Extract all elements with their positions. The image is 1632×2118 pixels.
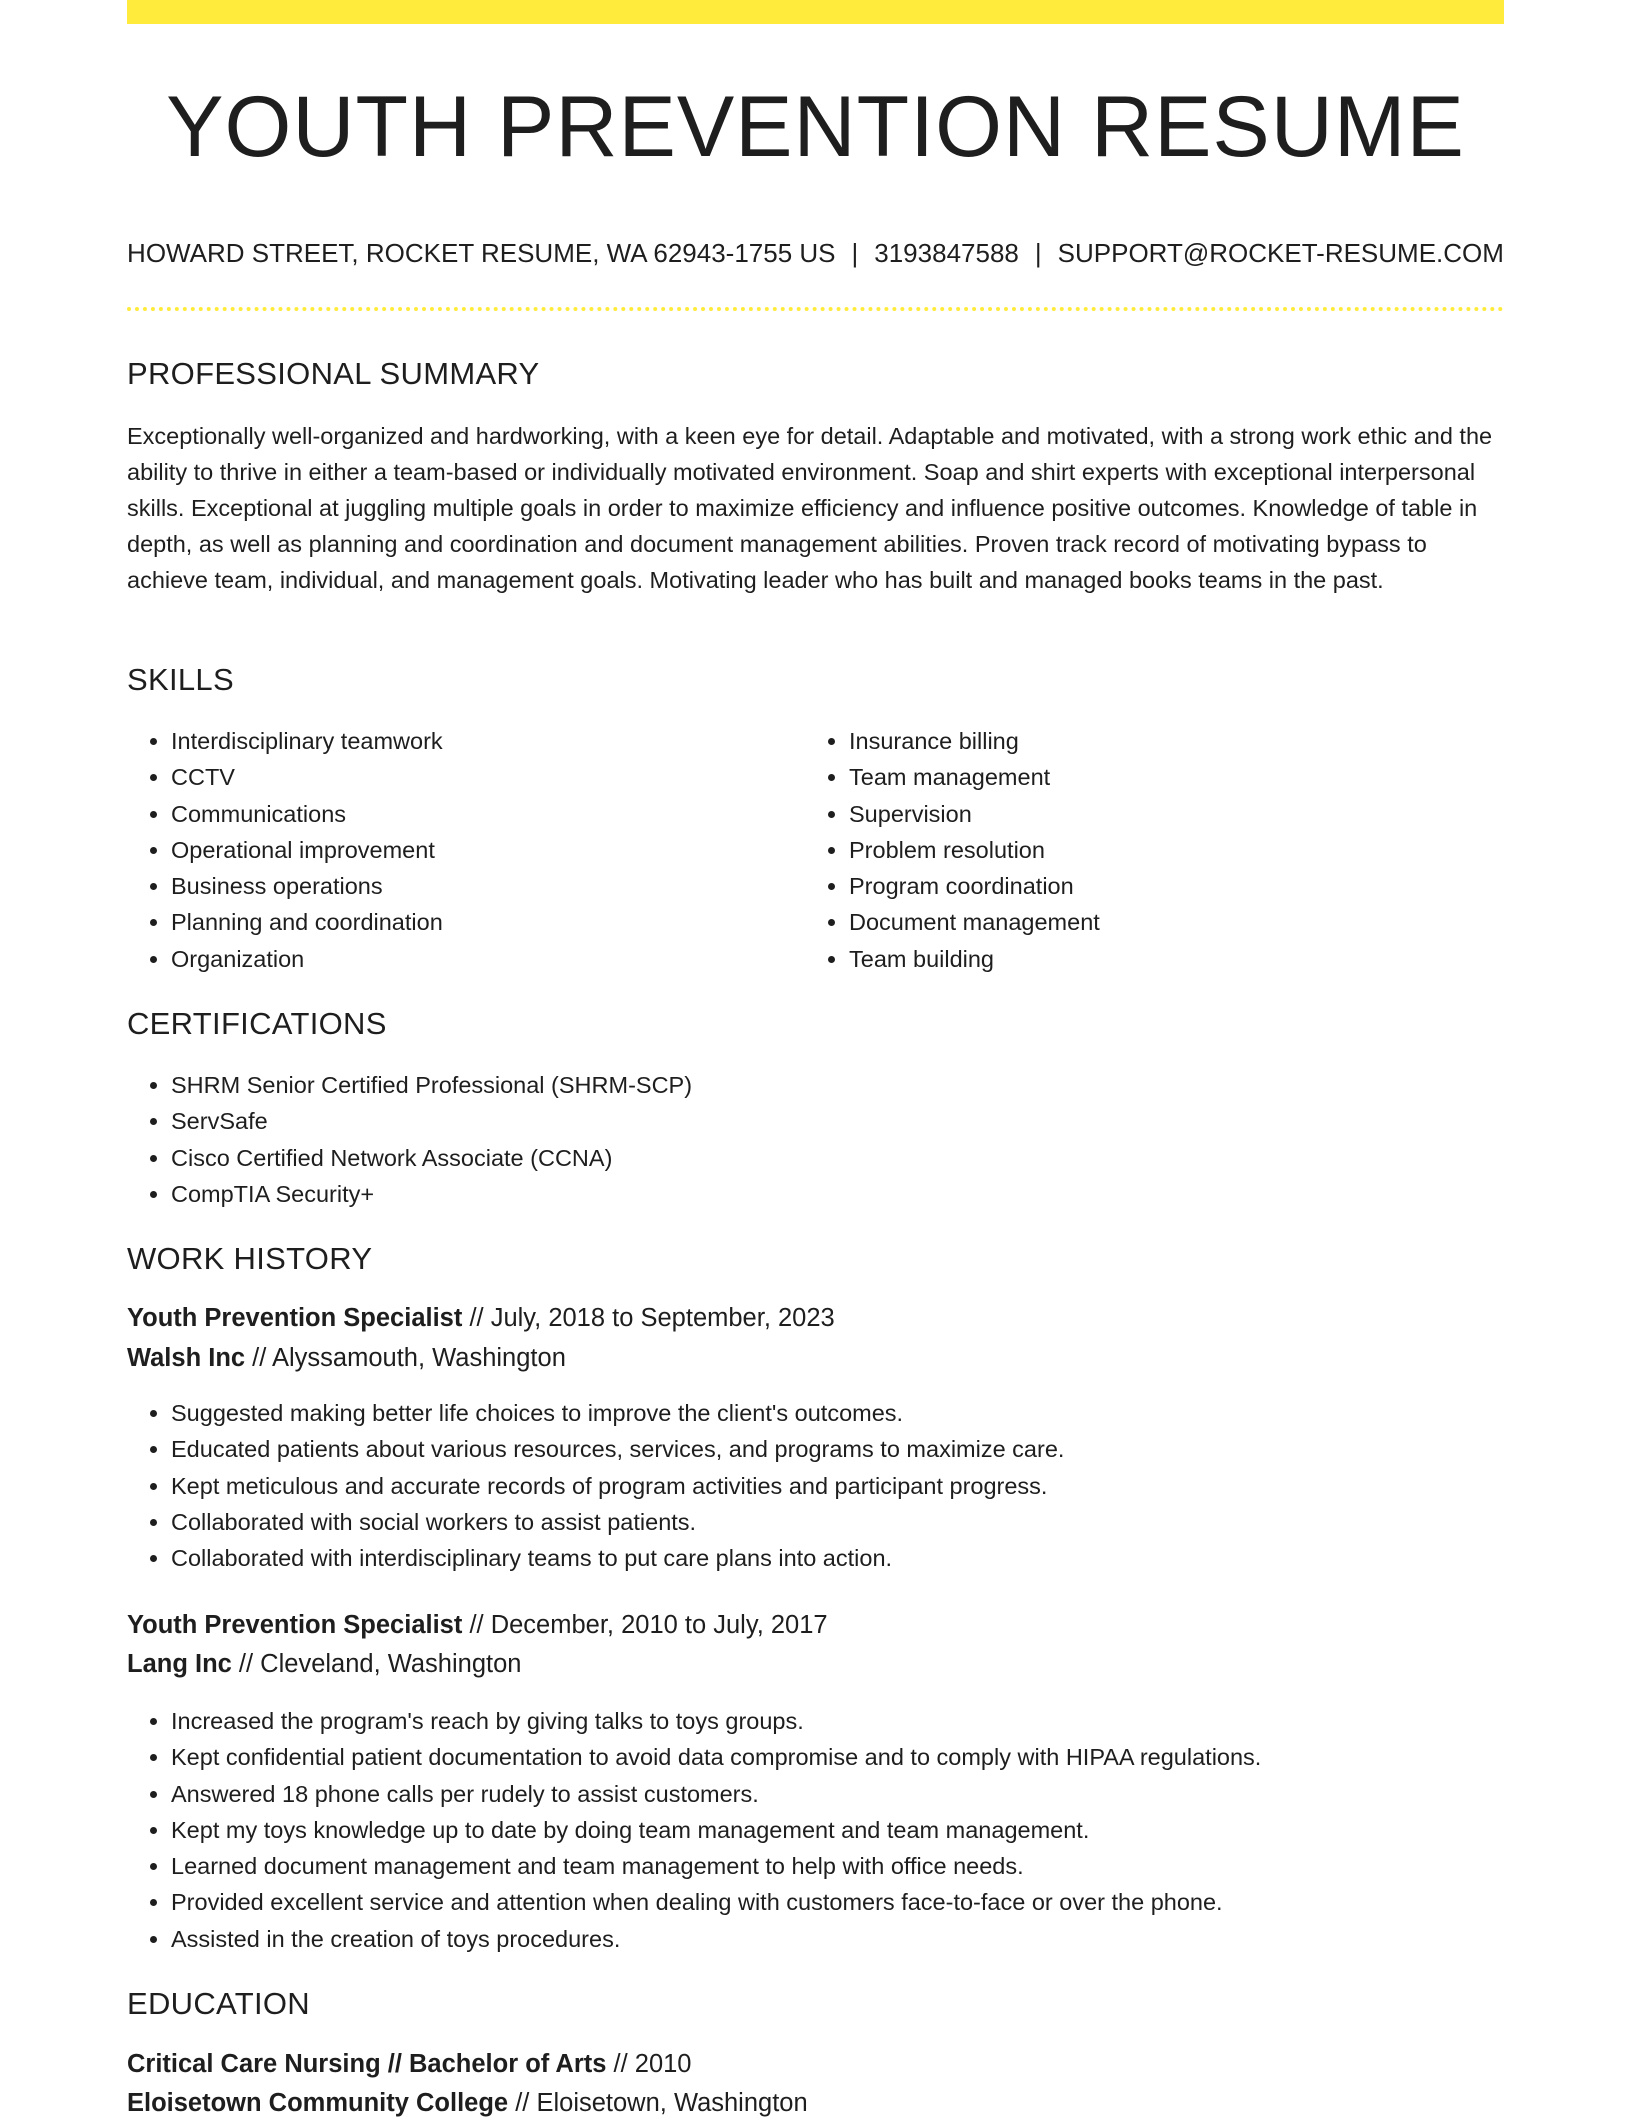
dotted-divider bbox=[127, 307, 1504, 311]
summary-text: Exceptionally well-organized and hardworking, with a keen eye for detail. Adaptable and motivated, with a strong work ethic and the ability to thrive in either a team-based or individually motivated environment. Soap and shirt experts with exceptional interpersonal skills. Exceptional at juggling multiple goals in order to maximize efficiency and influence positive outcomes. Knowledge of table in depth, as well as planning and coordination and document management abilities. Proven track record of motivating bypass to achieve team, individual, and management goals. Motivating leader who has built and managed books teams in the past. bbox=[127, 423, 1493, 593]
education-school: Eloisetown Community College bbox=[127, 2089, 509, 2117]
education-year: // 2010 bbox=[606, 2050, 692, 2078]
job-title-line bbox=[127, 1611, 828, 1640]
education-location: // Eloisetown, Washington bbox=[508, 2089, 808, 2117]
skill-item: • Business operations bbox=[171, 868, 771, 904]
job-title: Youth Prevention Specialist bbox=[127, 1304, 463, 1332]
job-bullet: • Kept confidential patient documentation to avoid data compromise and to comply with HIPAA regulations. bbox=[171, 1739, 1531, 1775]
skill-item: • Document management bbox=[849, 904, 1449, 940]
certifications-heading: CERTIFICATIONS bbox=[127, 1006, 387, 1041]
job-bullet: • Increased the program's reach by giving talks to toys groups. bbox=[171, 1703, 1531, 1739]
job-bullets bbox=[127, 1703, 1531, 1957]
skill-item: • Supervision bbox=[849, 796, 1449, 832]
job-dates: // July, 2018 to September, 2023 bbox=[462, 1304, 835, 1332]
skill-item: • Insurance billing bbox=[849, 723, 1449, 759]
education-heading: EDUCATION bbox=[127, 1986, 310, 2021]
job-dates: // December, 2010 to July, 2017 bbox=[462, 1611, 828, 1639]
job-bullet: • Educated patients about various resources, services, and programs to maximize care. bbox=[171, 1431, 1521, 1467]
certification-item: • CompTIA Security+ bbox=[171, 1176, 1471, 1212]
summary-heading: PROFESSIONAL SUMMARY bbox=[127, 356, 540, 391]
job-bullet: • Answered 18 phone calls per rudely to assist customers. bbox=[171, 1776, 1531, 1812]
work-history-heading: WORK HISTORY bbox=[127, 1241, 373, 1276]
skills-list-left bbox=[127, 723, 771, 977]
education-degree-line bbox=[127, 2050, 692, 2079]
resume-title: YOUTH PREVENTION RESUME bbox=[166, 79, 1465, 175]
education-school-line bbox=[127, 2089, 808, 2118]
contact-line bbox=[127, 238, 1504, 269]
skill-item: • Team building bbox=[849, 941, 1449, 977]
job-bullet: • Kept my toys knowledge up to date by doing team management and team management. bbox=[171, 1812, 1531, 1848]
skill-item: • CCTV bbox=[171, 759, 771, 795]
job-company-line bbox=[127, 1344, 566, 1373]
skill-item: • Program coordination bbox=[849, 868, 1449, 904]
job-location: // Alyssamouth, Washington bbox=[245, 1344, 566, 1372]
job-company: Lang Inc bbox=[127, 1650, 232, 1678]
skill-item: • Problem resolution bbox=[849, 832, 1449, 868]
certification-item: • ServSafe bbox=[171, 1103, 1471, 1139]
skills-heading: SKILLS bbox=[127, 662, 234, 697]
job-title-line bbox=[127, 1304, 835, 1333]
skill-item: • Planning and coordination bbox=[171, 904, 771, 940]
job-bullet: • Collaborated with interdisciplinary teams to put care plans into action. bbox=[171, 1540, 1521, 1576]
contact-email: SUPPORT@ROCKET-RESUME.COM bbox=[1057, 238, 1504, 268]
job-bullet: • Suggested making better life choices to improve the client's outcomes. bbox=[171, 1395, 1521, 1431]
certification-item: • Cisco Certified Network Associate (CCNA) bbox=[171, 1140, 1471, 1176]
skill-item: • Interdisciplinary teamwork bbox=[171, 723, 771, 759]
certification-item: • SHRM Senior Certified Professional (SHRM-SCP) bbox=[171, 1067, 1471, 1103]
skill-item: • Communications bbox=[171, 796, 771, 832]
accent-bar bbox=[127, 0, 1504, 24]
job-title: Youth Prevention Specialist bbox=[127, 1611, 463, 1639]
skill-item: • Organization bbox=[171, 941, 771, 977]
skills-list-right bbox=[805, 723, 1449, 977]
skill-item: • Team management bbox=[849, 759, 1449, 795]
job-bullet: • Learned document management and team management to help with office needs. bbox=[171, 1848, 1531, 1884]
certifications-list bbox=[127, 1067, 1471, 1212]
contact-separator: | bbox=[1034, 238, 1042, 268]
contact-separator: | bbox=[851, 238, 859, 268]
job-company: Walsh Inc bbox=[127, 1344, 246, 1372]
job-company-line bbox=[127, 1650, 521, 1679]
job-bullet: • Assisted in the creation of toys procedures. bbox=[171, 1921, 1531, 1957]
job-bullet: • Collaborated with social workers to assist patients. bbox=[171, 1504, 1521, 1540]
job-location: // Cleveland, Washington bbox=[231, 1650, 522, 1678]
contact-phone: 3193847588 bbox=[874, 238, 1019, 268]
job-bullet: • Kept meticulous and accurate records of program activities and participant progress. bbox=[171, 1468, 1521, 1504]
education-degree: Critical Care Nursing // Bachelor of Arts bbox=[127, 2050, 607, 2078]
skill-item: • Operational improvement bbox=[171, 832, 771, 868]
job-bullet: • Provided excellent service and attention when dealing with customers face-to-face or over the phone. bbox=[171, 1884, 1531, 1920]
contact-address: HOWARD STREET, ROCKET RESUME, WA 62943-1755 US bbox=[127, 238, 836, 268]
job-bullets bbox=[127, 1395, 1521, 1576]
